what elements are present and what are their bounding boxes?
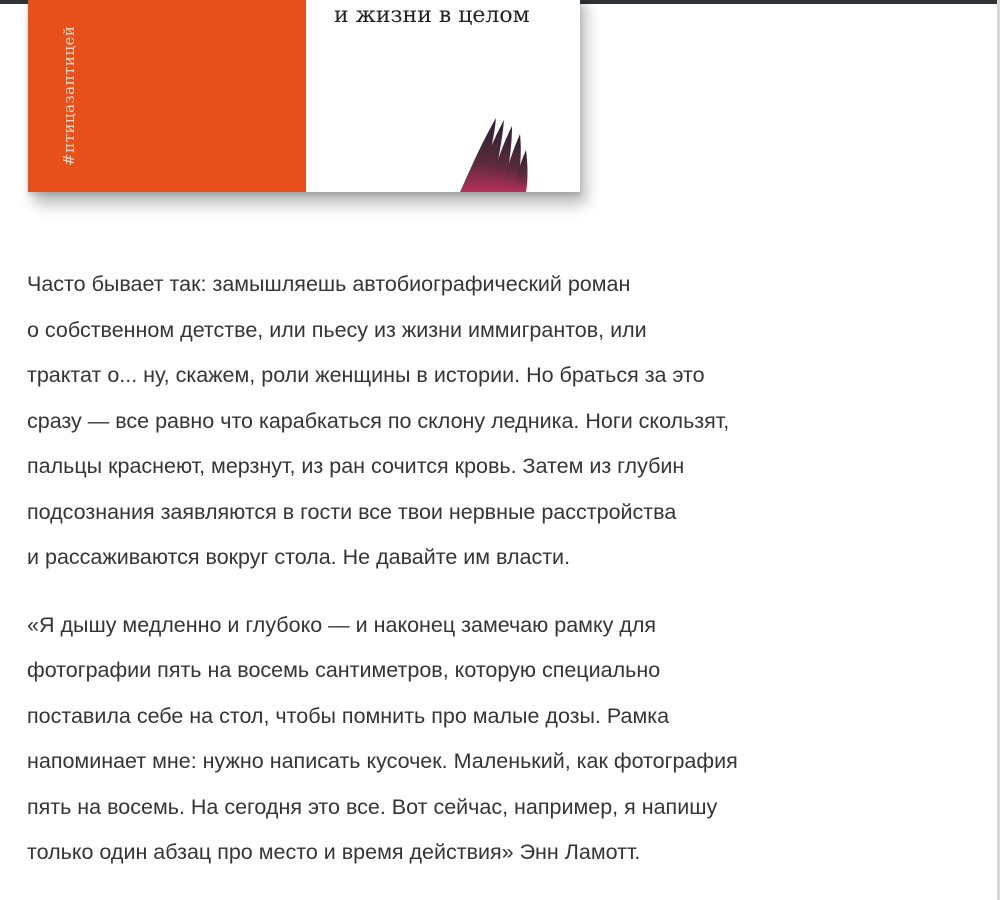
article-paragraph-2: «Я дышу медленно и глубоко — и наконец замечаю рамку для фотографии пять на восемь сантиметров, которую специально поставила себе на стол, чтобы помнить про малые дозы. Рамка напоминает мне: нужно написать кусочек. Маленький, как фотография пять на восемь. На сегодня это все. Вот сейчас, например, я напишу только один абзац про место и время действия» Энн Ламотт.	[27, 612, 738, 864]
book-cover-orange-panel	[28, 0, 306, 192]
book-hashtag: #птицазаптицей	[60, 25, 78, 166]
book-cover-image	[28, 0, 580, 192]
book-subtitle	[334, 0, 574, 28]
feather-wing-icon	[456, 112, 536, 192]
book-subtitle-line2: и жизни в целом	[334, 3, 530, 28]
article-body	[27, 262, 947, 876]
book-cover-white-panel	[306, 0, 580, 192]
article-paragraph-1: Часто бывает так: замышляешь автобиографический роман о собственном детстве, или пьесу из жизни иммигрантов, или трактат о... ну, скажем, роли женщины в истории. Но браться за это сразу — все равно что карабкаться по склону ледника. Ноги скользят, пальцы краснеют, мерзнут, из ран сочится кровь. Затем из глубин подсознания заявляются в гости все твои нервные расстройства и рассаживаются вокруг стола. Не давайте им власти.	[27, 272, 730, 569]
